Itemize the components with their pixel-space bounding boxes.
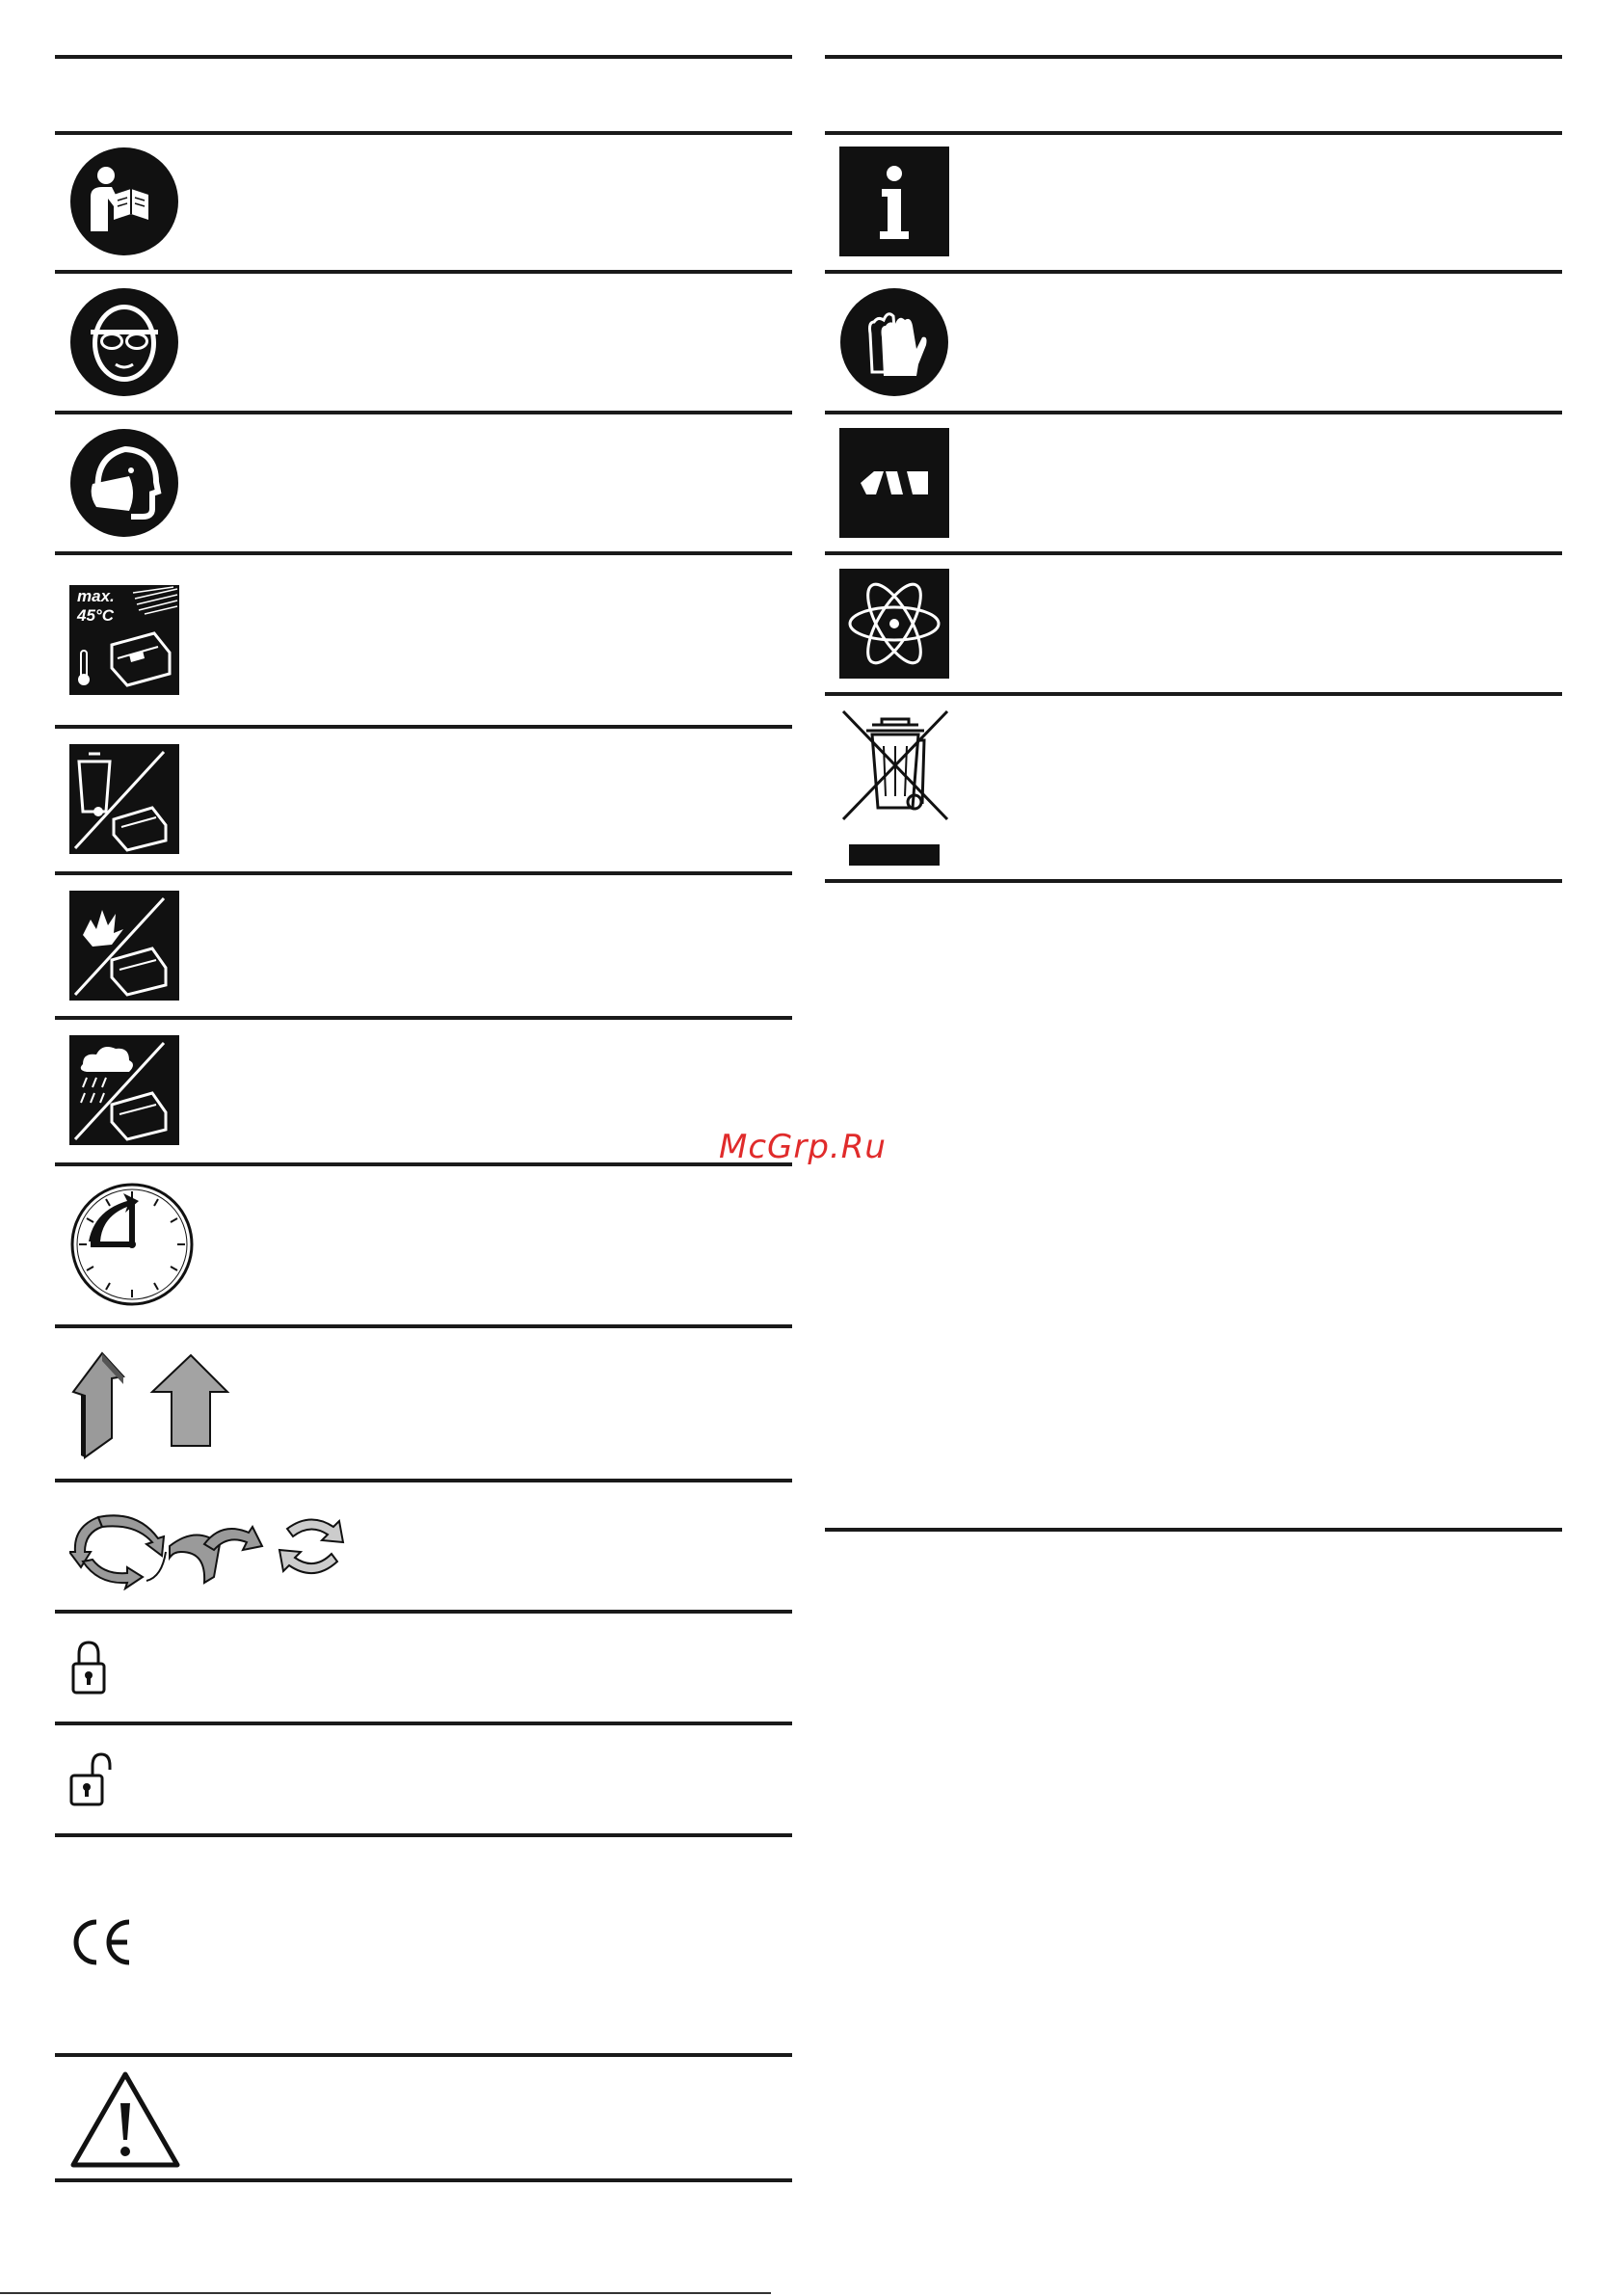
divider bbox=[825, 131, 1562, 135]
divider bbox=[55, 1324, 792, 1328]
battery-no-household-waste-icon bbox=[69, 744, 179, 854]
divider bbox=[825, 55, 1562, 59]
divider bbox=[825, 411, 1562, 414]
battery-no-fire-icon bbox=[69, 891, 179, 1001]
divider bbox=[55, 2053, 792, 2057]
divider bbox=[55, 725, 792, 729]
divider bbox=[55, 1162, 792, 1166]
temperature-label: 45°C bbox=[77, 606, 114, 625]
max-label: max. bbox=[77, 587, 115, 605]
unlocked-padlock-icon bbox=[69, 1750, 112, 1808]
divider bbox=[55, 55, 792, 59]
crossed-out-wheelie-bin-icon bbox=[839, 707, 951, 868]
divider bbox=[825, 879, 1562, 883]
battery-no-rain-icon bbox=[69, 1035, 179, 1145]
dust-mask-icon bbox=[69, 428, 179, 538]
divider bbox=[55, 1722, 792, 1725]
locked-padlock-icon bbox=[69, 1639, 108, 1696]
watermark: McGrp.Ru bbox=[719, 1128, 887, 1166]
divider bbox=[825, 692, 1562, 696]
ce-mark-icon bbox=[69, 1918, 137, 1966]
divider bbox=[55, 551, 792, 555]
divider bbox=[55, 2178, 792, 2182]
divider bbox=[55, 871, 792, 875]
divider bbox=[55, 411, 792, 414]
divider bbox=[55, 270, 792, 274]
wear-gloves-icon bbox=[839, 287, 949, 397]
clock-icon bbox=[69, 1182, 195, 1307]
atom-icon bbox=[839, 569, 949, 679]
battery-max-temperature-icon bbox=[69, 585, 179, 695]
up-arrows-icon bbox=[69, 1346, 233, 1461]
eye-protection-icon bbox=[69, 287, 179, 397]
read-manual-icon bbox=[69, 147, 179, 256]
divider bbox=[825, 551, 1562, 555]
warning-triangle-icon bbox=[69, 2070, 181, 2169]
divider bbox=[825, 270, 1562, 274]
divider bbox=[55, 1016, 792, 1020]
rotate-arrows-icon bbox=[69, 1504, 368, 1590]
page-bottom-line bbox=[0, 2292, 771, 2294]
divider bbox=[55, 131, 792, 135]
divider bbox=[825, 1528, 1562, 1532]
battery-charge-level-icon bbox=[839, 428, 949, 538]
divider bbox=[55, 1610, 792, 1614]
divider bbox=[55, 1479, 792, 1482]
divider bbox=[55, 1833, 792, 1837]
information-icon bbox=[839, 147, 949, 256]
